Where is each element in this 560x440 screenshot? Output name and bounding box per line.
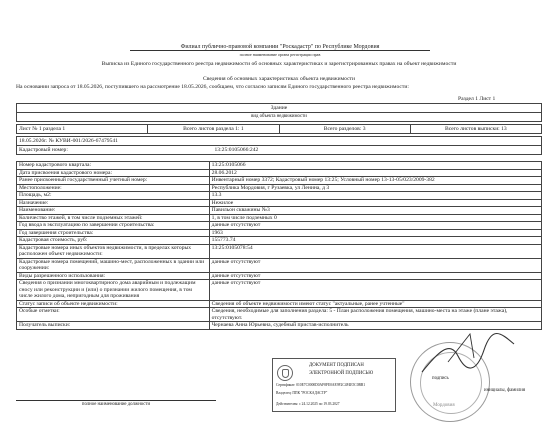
table-row [17,184,542,192]
row-label: Номер кадастрового квартала: [17,162,210,170]
row-value: 13:25:0105066 [209,162,541,170]
row-value: 28.06.2012 [209,169,541,177]
stamp-line-2: ЭЛЕКТРОННОЙ ПОДПИСЬЮ [309,371,374,376]
table-row [17,244,542,258]
characteristics-table [16,161,542,330]
extract-number: 18.05.2026г. № КУВИ-001/2026-67479541 [17,137,542,146]
row-value: Республика Мордовия, г Рузаевка, ул Ленина, д 3 [209,184,541,192]
row-label: Местоположение: [17,184,210,192]
row-value: данные отсутствуют [209,258,541,272]
row-label: Ранее присвоенный государственный учетный номер: [17,177,210,185]
table-row [17,214,542,222]
row-value: данные отсутствуют [209,280,541,301]
row-value: Чернаева Анна Юрьевна, судебный пристав-исполнитель [209,322,541,330]
table-row [17,207,542,215]
stamp-line-4: Владелец: ППК "РОСКАДАСТР" [276,391,328,395]
row-value: 1, в том числе подземных 0 [209,214,541,222]
table-row [17,192,542,200]
object-type-caption: вид объекта недвижимости [17,113,542,122]
table-row [17,258,542,272]
row-label: Количество этажей, в том числе подземных этажей: [17,214,210,222]
row-value: Сведения об объекте недвижимости имеют статус "актуальные, ранее учтенные" [209,300,541,308]
row-value: 1963 [209,229,541,237]
row-value: Сведения, необходимые для заполнения раздела: 5 - План расположения помещения, машино-места на этаже (плане этажа), отсутствуют. [209,308,541,322]
section-label: Раздел 1 Лист 1 [458,96,496,102]
cadastral-row [17,146,542,155]
row-label: Дата присвоения кадастрового номера: [17,169,210,177]
cadastral-value: 13:25:0105066:242 [214,147,259,153]
row-value: Инвентарный номер 3372; Кадастровый номер 13:25; Условный номер 13-13-05/023/2009-382 [209,177,541,185]
row-label: Площадь, м2: [17,192,210,200]
row-label: Кадастровая стоимость, руб: [17,237,210,245]
row-label: Кадастровые номера помещений, машино-мест, расположенных в здании или сооружении: [17,258,210,272]
initials-caption: инициалы, фамилия [484,388,526,393]
row-label: Год ввода в эксплуатацию по завершении строительства: [17,222,210,230]
table-row [17,169,542,177]
row-label: Год завершения строительства: [17,229,210,237]
row-value: Нежилое [209,199,541,207]
table-row [17,162,542,170]
table-row [17,272,542,280]
row-value: данные отсутствуют [209,222,541,230]
sections-total: Всего разделов: 3 [279,125,410,134]
section-title: Сведения об основных характеристиках объекта недвижимости [202,76,355,82]
extract-title: Выписка из Единого государственного реестра недвижимости об основных характеристиках и зарегистрированных правах на объект недвижимости [101,61,457,67]
position-caption: полное наименование должности [81,402,151,407]
row-value: данные отсутствуют [209,272,541,280]
sheet-number: Лист № 1 раздела 1 [17,125,148,134]
row-label: Особые отметки: [17,308,210,322]
row-label: Сведения о признании многоквартирного дома аварийным и подлежащим сносу или реконструкции и (или) о признании жилого помещения, в том числе жилого дома, непригодным для проживания [17,280,210,301]
table-row [17,280,542,301]
row-label: Кадастровые номера иных объектов недвижимости, в пределах которых расположен объект недвижимости: [17,244,210,258]
stamp-line-1: ДОКУМЕНТ ПОДПИСАН [309,363,364,368]
signature-caption: подпись [432,376,449,381]
electronic-signature-stamp [272,358,396,412]
table-row [17,300,542,308]
sheets-in-section: Всего листов раздела 1: 1 [148,125,279,134]
stamp-line-5: Действителен: с 24.12.2025 по 19.03.2027 [276,402,340,406]
emblem-icon [277,365,293,381]
object-type: Здание [17,104,542,113]
table-row [17,229,542,237]
table-row [17,237,542,245]
row-value: 13.3 [209,192,541,200]
row-label: Виды разрешенного использования: [17,272,210,280]
table-row [17,177,542,185]
table-row [17,308,542,322]
request-basis: На основании запроса от 18.05.2026, поступившего на рассмотрение 18.05.2026, сообщаем, что согласно записям Единого государственного реестра недвижимости: [16,84,409,90]
seal-text: Мордовия [433,403,455,408]
org-caption: полное наименование органа регистрации прав [239,52,321,57]
table-row [17,222,542,230]
row-value: 13:25:0105078:54 [209,244,541,258]
extract-number-table [16,136,542,155]
row-value: 155773.74 [209,237,541,245]
row-label: Наименование: [17,207,210,215]
stamp-line-3: Сертификат: 010E7C0000D0AF8FE0AE9F2C4F4E5C0BB1 [276,383,366,387]
object-type-table [16,103,542,122]
row-label: Получатель выписки: [17,322,210,330]
table-row [17,199,542,207]
cadastral-label: Кадастровый номер: [19,147,68,153]
position-line [16,400,216,401]
org-name: Филиал публично-правовой компании "Роскадастр" по Республике Мордовия [130,44,430,51]
sheets-total: Всего листов выписки: 13 [410,125,541,134]
row-value: Павильон скважины №3 [209,207,541,215]
sheet-info-table [16,124,542,134]
row-label: Назначение: [17,199,210,207]
row-label: Статус записи об объекте недвижимости: [17,300,210,308]
